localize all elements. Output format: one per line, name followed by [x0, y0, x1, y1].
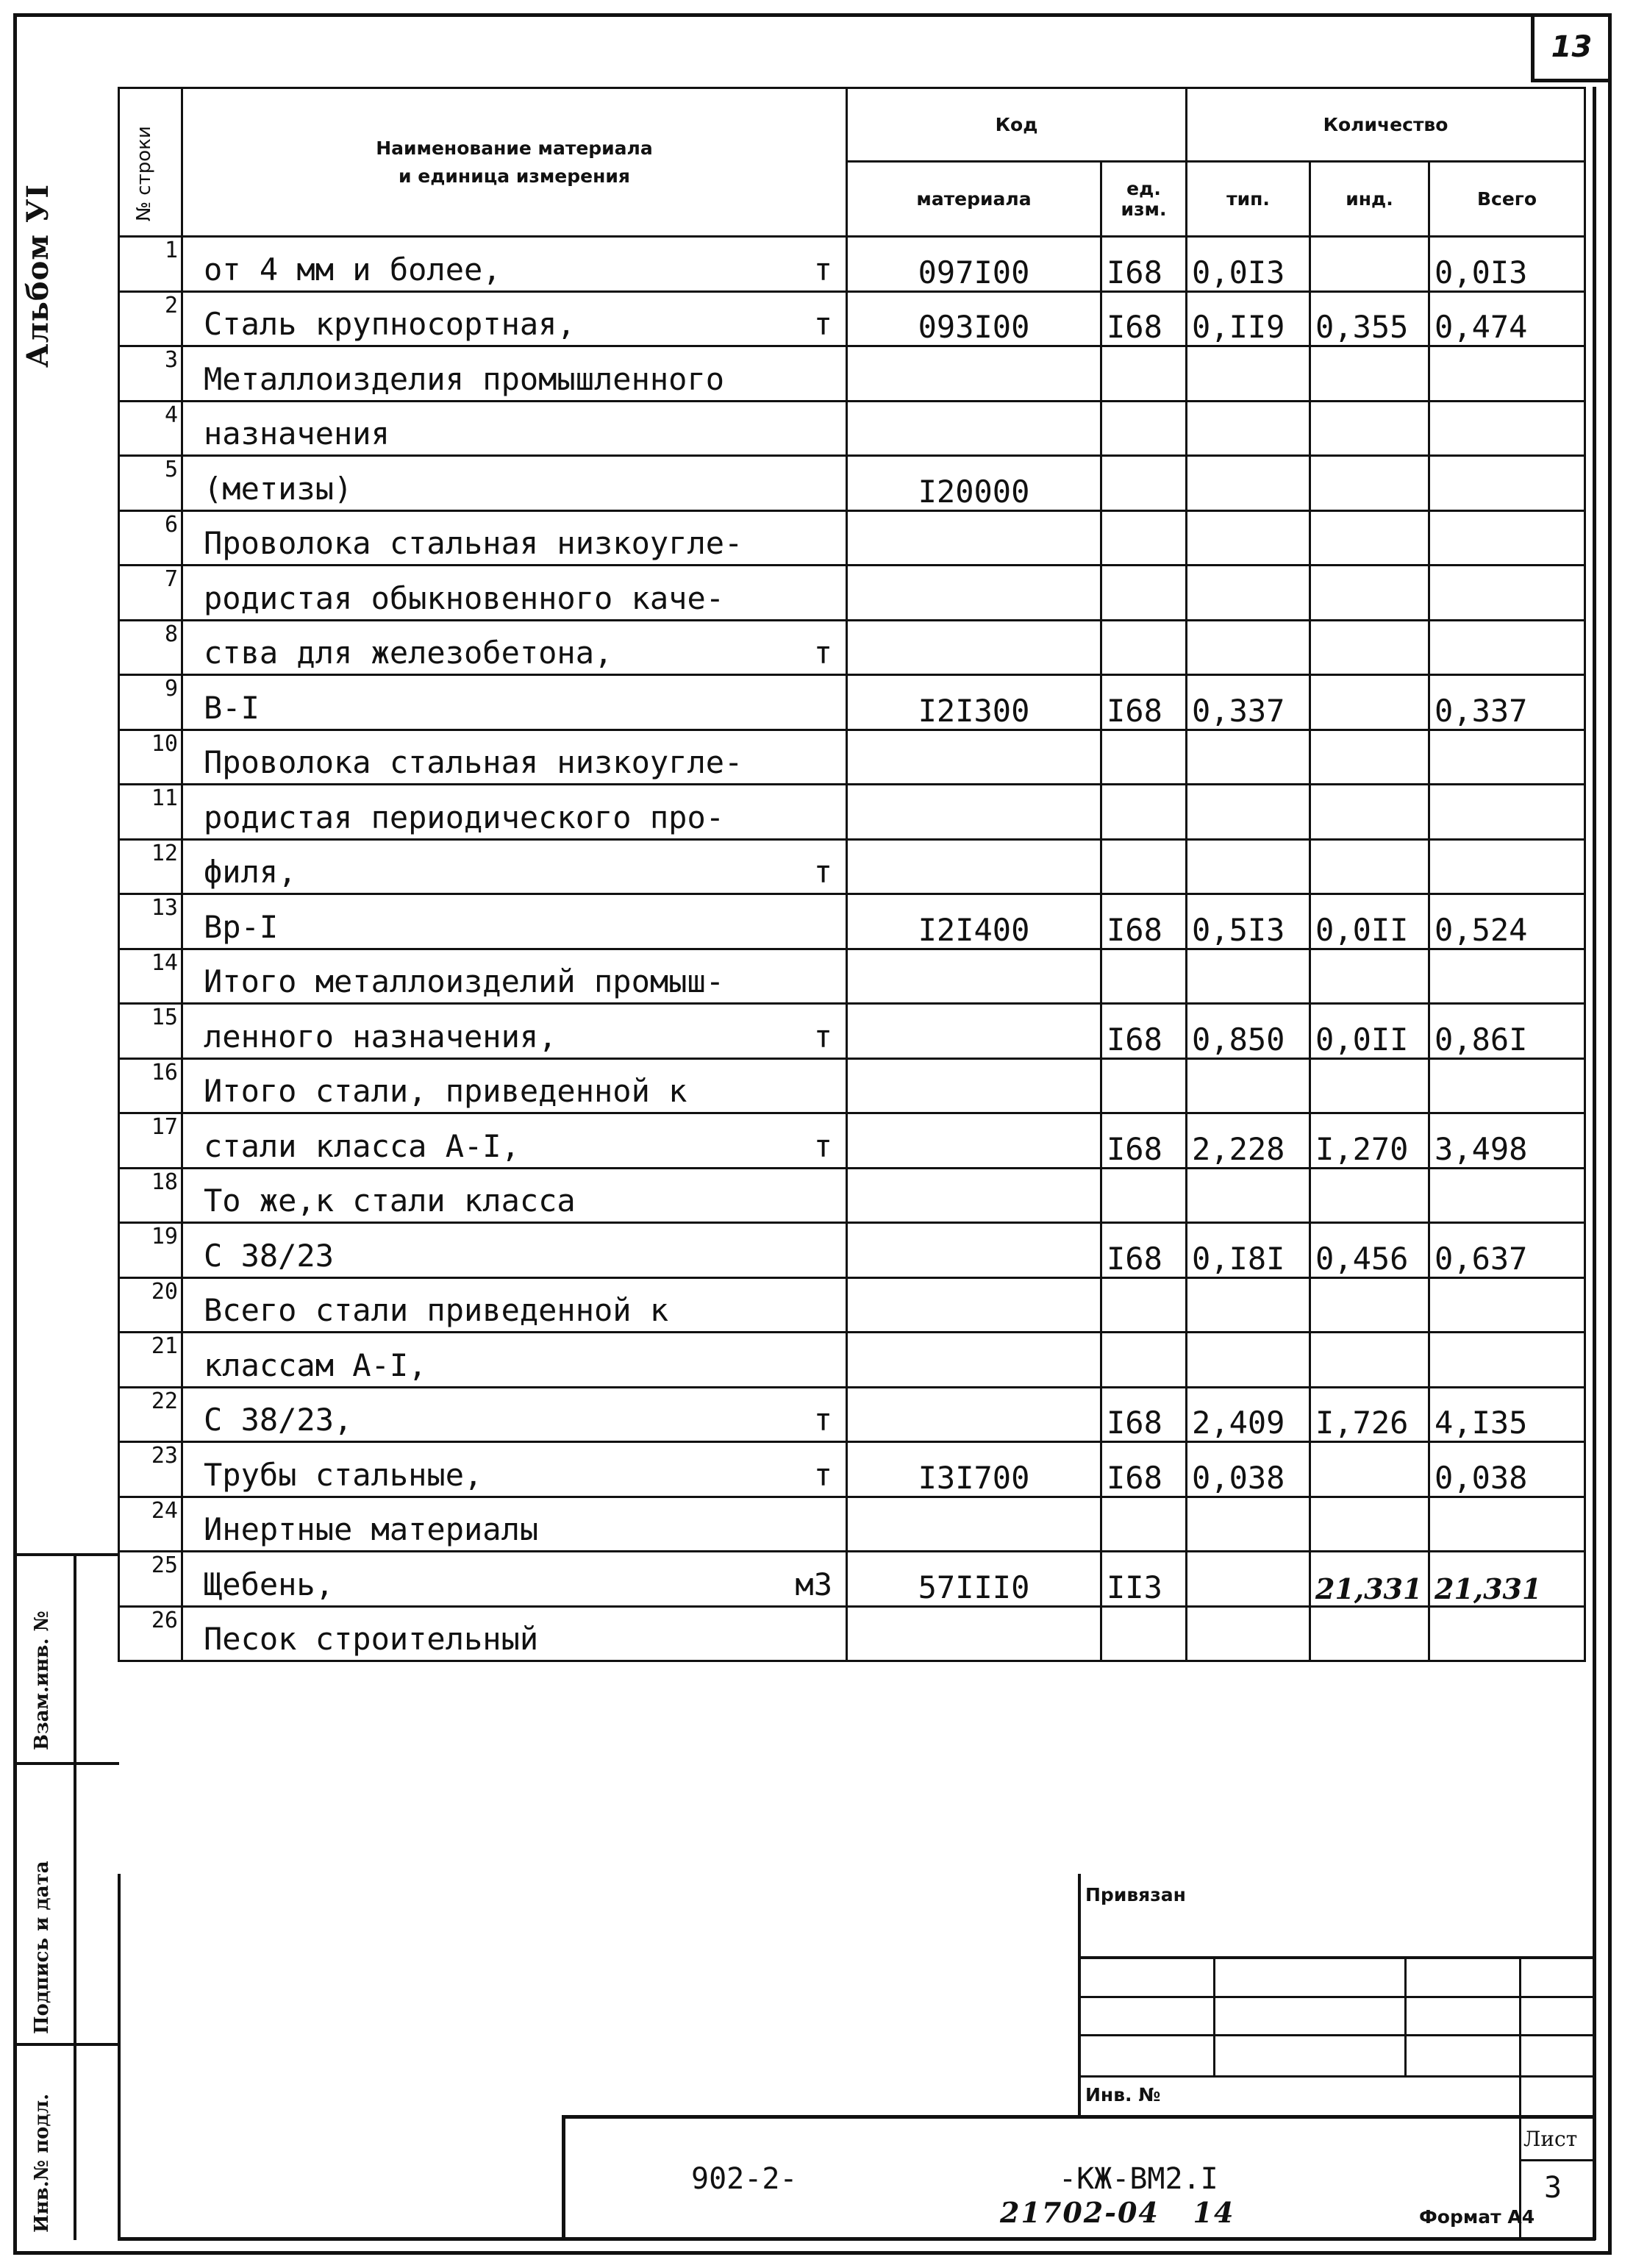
table-row	[119, 1333, 1585, 1388]
block-line	[1078, 1996, 1596, 1998]
material-name-cell	[182, 730, 847, 785]
material-name: То же,к стали класса	[204, 1183, 576, 1219]
material-name-cell	[182, 237, 847, 292]
material-name: С 38/23,	[204, 1402, 353, 1438]
qty-total: 0,86I	[1429, 1004, 1585, 1059]
material-code	[847, 730, 1101, 785]
qty-total	[1429, 401, 1585, 456]
material-name-cell	[182, 1168, 847, 1223]
qty-ind	[1310, 1333, 1429, 1388]
handwritten-inventory: 21702-04 14	[1000, 2196, 1235, 2229]
material-unit: т	[813, 251, 832, 288]
row-number: 18	[119, 1168, 182, 1223]
material-name-cell	[182, 1223, 847, 1278]
qty-typ: 0,5I3	[1187, 894, 1310, 949]
qty-total	[1429, 949, 1585, 1004]
block-line	[1213, 1956, 1215, 2075]
stamp-podpis: Подпись и дата	[31, 1861, 53, 2034]
row-number: 14	[119, 949, 182, 1004]
material-code	[847, 1113, 1101, 1169]
unit-code: I68	[1101, 894, 1187, 949]
qty-typ: 0,0I3	[1187, 237, 1310, 292]
qty-typ: 0,I8I	[1187, 1223, 1310, 1278]
qty-ind	[1310, 675, 1429, 730]
qty-total	[1429, 620, 1585, 675]
header-name: Наименование материала и единица измерения	[182, 88, 847, 237]
material-name-cell	[182, 675, 847, 730]
qty-total: 0,524	[1429, 894, 1585, 949]
qty-ind	[1310, 510, 1429, 566]
material-code	[847, 620, 1101, 675]
header-qty-ind: инд.	[1310, 162, 1429, 237]
material-name-cell	[182, 291, 847, 346]
row-number: 4	[119, 401, 182, 456]
row-number: 1	[119, 237, 182, 292]
material-name: Песок строительный	[204, 1621, 539, 1657]
header-qty-total: Всего	[1429, 162, 1585, 237]
qty-ind: 0,0II	[1310, 1004, 1429, 1059]
qty-ind	[1310, 346, 1429, 402]
material-name: от 4 мм и более,	[204, 251, 501, 288]
qty-ind	[1310, 1606, 1429, 1661]
table-row	[119, 1004, 1585, 1059]
table-row	[119, 237, 1585, 292]
material-name: Итого металлоизделий промыш-	[204, 963, 725, 999]
table-row	[119, 566, 1585, 621]
list-number: 3	[1544, 2171, 1562, 2205]
right-border	[1593, 87, 1596, 2240]
row-number: 9	[119, 675, 182, 730]
header-qty-group: Количество	[1187, 88, 1585, 162]
material-name: Сталь крупносортная,	[204, 306, 576, 342]
row-number: 25	[119, 1552, 182, 1607]
material-unit: т	[813, 306, 832, 342]
qty-ind: I,726	[1310, 1387, 1429, 1442]
unit-code	[1101, 1606, 1187, 1661]
row-number: 12	[119, 839, 182, 894]
unit-code	[1101, 620, 1187, 675]
unit-code	[1101, 510, 1187, 566]
table-row	[119, 510, 1585, 566]
material-name: (метизы)	[204, 470, 353, 507]
unit-code	[1101, 785, 1187, 840]
stamp-line	[15, 2043, 119, 2046]
qty-ind	[1310, 949, 1429, 1004]
stamp-inv-podl: Инв.№ подл.	[31, 2093, 53, 2233]
qty-total	[1429, 1277, 1585, 1333]
row-number: 17	[119, 1113, 182, 1169]
header-code-unit: ед. изм.	[1101, 162, 1187, 237]
qty-typ	[1187, 949, 1310, 1004]
qty-ind	[1310, 1277, 1429, 1333]
material-name: родистая обыкновенного каче-	[204, 580, 725, 616]
qty-total: 21,331	[1429, 1552, 1585, 1607]
table-row	[119, 1552, 1585, 1607]
row-number: 16	[119, 1058, 182, 1113]
table-row	[119, 1113, 1585, 1169]
unit-code: I68	[1101, 1113, 1187, 1169]
material-name-cell	[182, 566, 847, 621]
qty-total	[1429, 1168, 1585, 1223]
qty-total	[1429, 785, 1585, 840]
material-code	[847, 785, 1101, 840]
qty-ind	[1310, 1168, 1429, 1223]
row-number: 7	[119, 566, 182, 621]
material-unit: т	[813, 635, 832, 671]
material-name: Вр-I	[204, 908, 279, 945]
qty-typ	[1187, 1333, 1310, 1388]
material-code	[847, 949, 1101, 1004]
material-name: классам А-I,	[204, 1347, 427, 1383]
material-name: ства для железобетона,	[204, 635, 613, 671]
unit-code: I68	[1101, 291, 1187, 346]
material-name-cell	[182, 894, 847, 949]
material-unit: т	[813, 1456, 832, 1493]
unit-code: I68	[1101, 1387, 1187, 1442]
block-line	[1078, 2075, 1596, 2078]
qty-typ	[1187, 1552, 1310, 1607]
material-unit: т	[813, 1018, 832, 1055]
row-number: 26	[119, 1606, 182, 1661]
table-row	[119, 1442, 1585, 1497]
material-name-cell	[182, 1552, 847, 1607]
material-code	[847, 1277, 1101, 1333]
material-name-cell	[182, 401, 847, 456]
material-name-cell	[182, 1113, 847, 1169]
qty-typ	[1187, 346, 1310, 402]
material-unit: м3	[795, 1566, 832, 1602]
material-name-cell	[182, 1277, 847, 1333]
unit-code: I68	[1101, 237, 1187, 292]
block-line	[1078, 2034, 1596, 2036]
table-row	[119, 620, 1585, 675]
row-number: 22	[119, 1387, 182, 1442]
material-code	[847, 1058, 1101, 1113]
qty-total: 0,038	[1429, 1442, 1585, 1497]
table-row	[119, 291, 1585, 346]
qty-typ: 0,337	[1187, 675, 1310, 730]
stamp-vzam: Взам.инв. №	[31, 1611, 53, 1750]
material-code	[847, 1168, 1101, 1223]
material-name-cell	[182, 1442, 847, 1497]
block-line	[1519, 1956, 1521, 2240]
qty-ind: I,270	[1310, 1113, 1429, 1169]
table-row	[119, 1223, 1585, 1278]
qty-ind	[1310, 456, 1429, 511]
doc-code-left: 902-2-	[691, 2162, 798, 2196]
unit-code	[1101, 1333, 1187, 1388]
qty-typ	[1187, 510, 1310, 566]
table-row	[119, 730, 1585, 785]
qty-typ	[1187, 456, 1310, 511]
table-row	[119, 675, 1585, 730]
qty-total	[1429, 456, 1585, 511]
block-line	[1404, 1956, 1407, 2075]
material-code	[847, 401, 1101, 456]
material-code: 57III0	[847, 1552, 1101, 1607]
qty-typ	[1187, 1168, 1310, 1223]
qty-typ	[1187, 785, 1310, 840]
table-row	[119, 456, 1585, 511]
unit-code	[1101, 839, 1187, 894]
qty-typ: 2,228	[1187, 1113, 1310, 1169]
table-row	[119, 839, 1585, 894]
qty-typ	[1187, 620, 1310, 675]
qty-ind	[1310, 566, 1429, 621]
sheet-corner-number: 13	[1531, 15, 1609, 82]
qty-total	[1429, 730, 1585, 785]
material-name: Проволока стальная низкоугле-	[204, 744, 743, 780]
qty-total: 3,498	[1429, 1113, 1585, 1169]
privyazan-label: Привязан	[1085, 1884, 1186, 1905]
material-unit: т	[813, 854, 832, 890]
unit-code	[1101, 346, 1187, 402]
qty-total	[1429, 566, 1585, 621]
header-code-material: материала	[847, 162, 1101, 237]
unit-code	[1101, 1497, 1187, 1552]
table-row	[119, 1497, 1585, 1552]
qty-ind	[1310, 401, 1429, 456]
material-name: Инертные материалы	[204, 1511, 539, 1547]
qty-ind	[1310, 1497, 1429, 1552]
material-name-cell	[182, 1333, 847, 1388]
qty-typ: 0,II9	[1187, 291, 1310, 346]
material-unit: т	[813, 1402, 832, 1438]
qty-ind	[1310, 1442, 1429, 1497]
row-number: 6	[119, 510, 182, 566]
material-code: 097I00	[847, 237, 1101, 292]
material-code	[847, 1223, 1101, 1278]
qty-total	[1429, 839, 1585, 894]
material-name: стали класса А-I,	[204, 1127, 520, 1164]
qty-total	[1429, 1497, 1585, 1552]
material-name: Всего стали приведенной к	[204, 1292, 669, 1328]
material-name: Щебень,	[204, 1566, 335, 1602]
material-name: Металлоизделия промышленного	[204, 360, 725, 397]
material-code	[847, 510, 1101, 566]
material-code	[847, 346, 1101, 402]
material-name-cell	[182, 456, 847, 511]
table-row	[119, 401, 1585, 456]
qty-ind	[1310, 1058, 1429, 1113]
material-name: родистая периодического про-	[204, 799, 725, 835]
qty-ind	[1310, 839, 1429, 894]
material-name-cell	[182, 1387, 847, 1442]
unit-code	[1101, 1058, 1187, 1113]
material-name: Трубы стальные,	[204, 1456, 483, 1493]
unit-code: II3	[1101, 1552, 1187, 1607]
material-code	[847, 1606, 1101, 1661]
material-code	[847, 839, 1101, 894]
table-row	[119, 1387, 1585, 1442]
material-code	[847, 1004, 1101, 1059]
material-code: I3I700	[847, 1442, 1101, 1497]
table-row	[119, 1277, 1585, 1333]
album-label: Альбом УI	[21, 183, 55, 368]
qty-total: 0,337	[1429, 675, 1585, 730]
material-code: I20000	[847, 456, 1101, 511]
qty-typ	[1187, 839, 1310, 894]
header-rownum: № строки	[119, 88, 182, 237]
row-number: 2	[119, 291, 182, 346]
qty-typ	[1187, 1277, 1310, 1333]
qty-typ: 0,850	[1187, 1004, 1310, 1059]
qty-total	[1429, 346, 1585, 402]
material-name: Итого стали, приведенной к	[204, 1073, 687, 1109]
row-number: 24	[119, 1497, 182, 1552]
material-name-cell	[182, 949, 847, 1004]
material-name: назначения	[204, 416, 390, 452]
qty-total: 4,I35	[1429, 1387, 1585, 1442]
unit-code: I68	[1101, 1004, 1187, 1059]
qty-total	[1429, 1058, 1585, 1113]
material-name-cell	[182, 346, 847, 402]
format-label: Формат А4	[1419, 2206, 1535, 2228]
qty-total	[1429, 1606, 1585, 1661]
qty-ind: 0,355	[1310, 291, 1429, 346]
material-code: I2I400	[847, 894, 1101, 949]
material-name: филя,	[204, 854, 297, 890]
table-row	[119, 949, 1585, 1004]
row-number: 15	[119, 1004, 182, 1059]
unit-code	[1101, 730, 1187, 785]
row-number: 13	[119, 894, 182, 949]
row-number: 10	[119, 730, 182, 785]
material-name: С 38/23	[204, 1237, 335, 1274]
material-code	[847, 1333, 1101, 1388]
table-row	[119, 1606, 1585, 1661]
material-name: ленного назначения,	[204, 1018, 557, 1055]
unit-code: I68	[1101, 675, 1187, 730]
block-line	[1078, 1874, 1081, 2117]
row-number: 3	[119, 346, 182, 402]
bottom-border	[118, 2237, 1596, 2241]
material-name-cell	[182, 1058, 847, 1113]
header-code-group: Код	[847, 88, 1187, 162]
material-name-cell	[182, 785, 847, 840]
qty-typ	[1187, 401, 1310, 456]
unit-code: I68	[1101, 1442, 1187, 1497]
header-qty-typ: тип.	[1187, 162, 1310, 237]
row-number: 20	[119, 1277, 182, 1333]
material-name-cell	[182, 1497, 847, 1552]
stamp-divider	[74, 1553, 76, 2240]
material-name: Проволока стальная низкоугле-	[204, 525, 743, 561]
qty-total: 0,0I3	[1429, 237, 1585, 292]
unit-code: I68	[1101, 1223, 1187, 1278]
qty-total: 0,474	[1429, 291, 1585, 346]
table-row	[119, 894, 1585, 949]
material-name: В-I	[204, 689, 260, 726]
qty-typ	[1187, 730, 1310, 785]
unit-code	[1101, 1277, 1187, 1333]
material-name-cell	[182, 510, 847, 566]
qty-ind: 21,331	[1310, 1552, 1429, 1607]
qty-total	[1429, 1333, 1585, 1388]
block-line	[562, 2115, 1596, 2119]
row-number: 5	[119, 456, 182, 511]
table-row	[119, 1168, 1585, 1223]
row-number: 21	[119, 1333, 182, 1388]
qty-typ	[1187, 566, 1310, 621]
qty-typ	[1187, 1497, 1310, 1552]
qty-ind: 0,0II	[1310, 894, 1429, 949]
material-name-cell	[182, 620, 847, 675]
qty-ind: 0,456	[1310, 1223, 1429, 1278]
table-row	[119, 785, 1585, 840]
qty-ind	[1310, 785, 1429, 840]
stamp-line	[15, 1553, 119, 1556]
material-code: 093I00	[847, 291, 1101, 346]
unit-code	[1101, 1168, 1187, 1223]
row-number: 11	[119, 785, 182, 840]
row-number: 19	[119, 1223, 182, 1278]
row-number: 8	[119, 620, 182, 675]
material-name-cell	[182, 1606, 847, 1661]
row-number: 23	[119, 1442, 182, 1497]
table-row	[119, 1058, 1585, 1113]
material-code	[847, 566, 1101, 621]
unit-code	[1101, 401, 1187, 456]
qty-typ: 2,409	[1187, 1387, 1310, 1442]
material-code	[847, 1497, 1101, 1552]
unit-code	[1101, 566, 1187, 621]
qty-typ	[1187, 1606, 1310, 1661]
block-line	[1078, 1956, 1596, 1959]
doc-code-right: -КЖ-ВМ2.I	[1059, 2162, 1218, 2196]
materials-table	[118, 87, 1586, 1662]
material-unit: т	[813, 1127, 832, 1164]
block-line	[562, 2115, 565, 2240]
unit-code	[1101, 949, 1187, 1004]
block-border	[118, 1874, 121, 2240]
stamp-line	[15, 1762, 119, 1765]
qty-total: 0,637	[1429, 1223, 1585, 1278]
material-name-cell	[182, 839, 847, 894]
qty-total	[1429, 510, 1585, 566]
unit-code	[1101, 456, 1187, 511]
qty-typ	[1187, 1058, 1310, 1113]
material-name-cell	[182, 1004, 847, 1059]
block-line	[1519, 2159, 1596, 2161]
table-row	[119, 346, 1585, 402]
qty-ind	[1310, 237, 1429, 292]
qty-typ: 0,038	[1187, 1442, 1310, 1497]
qty-ind	[1310, 730, 1429, 785]
qty-ind	[1310, 620, 1429, 675]
material-code: I2I300	[847, 675, 1101, 730]
inv-no-label: Инв. №	[1085, 2084, 1161, 2105]
list-label: Лист	[1523, 2127, 1578, 2151]
material-code	[847, 1387, 1101, 1442]
